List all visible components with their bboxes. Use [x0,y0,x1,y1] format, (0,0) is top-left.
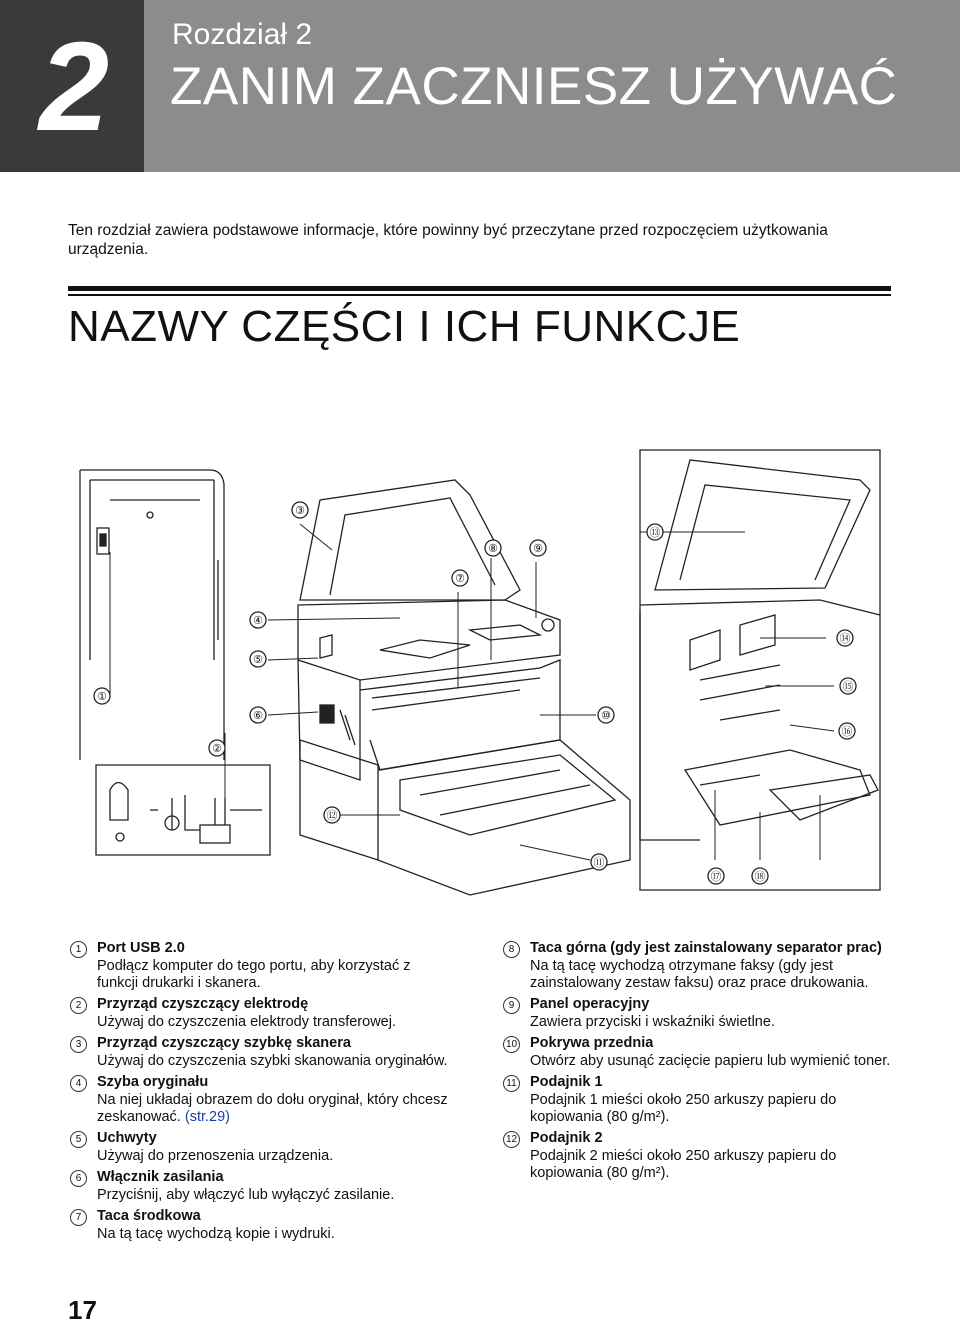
callout-10 [598,707,614,723]
svg-text:⑮: ⑮ [842,681,854,693]
svg-text:⑤: ⑤ [253,654,263,666]
list-item: 1 Port USB 2.0 Podłącz komputer do tego portu, aby korzystać z funkcji drukarki i skanera. [70,940,450,992]
list-item: 8 Taca górna (gdy jest zainstalowany separator prac) Na tą tacę wychodzą otrzymane faksy (gdy jest zainstalowany zestaw faksu) oraz prace drukowania. [503,940,898,992]
section-rule-thick [68,286,891,291]
callout-4 [250,612,266,628]
svg-text:⑪: ⑪ [593,857,605,869]
svg-text:⑰: ⑰ [710,871,722,883]
chapter-title: ZANIM ZACZNIESZ UŻYWAĆ [170,57,898,116]
callout-1 [94,688,110,704]
list-item: 3 Przyrząd czyszczący szybkę skanera Używaj do czyszczenia szybki skanowania oryginałów. [70,1035,450,1070]
list-item: 7 Taca środkowa Na tą tacę wychodzą kopie i wydruki. [70,1208,450,1243]
svg-text:④: ④ [253,615,263,627]
callout-5 [250,651,266,667]
list-item: 2 Przyrząd czyszczący elektrodę Używaj do czyszczenia elektrody transferowej. [70,996,450,1031]
inset-cleaner [96,765,270,855]
list-item: 5 Uchwyty Używaj do przenoszenia urządzenia. [70,1130,450,1165]
parts-list-left [70,940,450,1247]
list-item: 9 Panel operacyjny Zawiera przyciski i wskaźniki świetlne. [503,996,898,1031]
section-rule-thin [68,294,891,296]
chapter-number: 2 [38,15,106,157]
page-reference-link[interactable]: (str.29) [184,1109,230,1125]
callout-8 [485,540,501,556]
machine-main [295,480,630,900]
svg-text:⑨: ⑨ [533,543,543,555]
callout-16 [839,723,855,739]
callout-15 [840,678,856,694]
list-item: 10 Pokrywa przednia Otwórz aby usunąć zacięcie papieru lub wymienić toner. [503,1035,898,1070]
callout-18 [752,868,768,884]
page-number: 17 [68,1295,97,1325]
callout-14 [837,630,853,646]
svg-text:⑯: ⑯ [841,726,853,738]
callout-12 [324,807,340,823]
callout-9 [530,540,546,556]
intro-text: Ten rozdział zawiera podstawowe informacje, które powinny być przeczytane przed rozpoczęciem użytkowania urządzenia. [68,222,828,258]
svg-text:⑭: ⑭ [839,633,851,645]
inset-back-panel [80,470,224,760]
svg-text:①: ① [97,691,107,703]
svg-text:③: ③ [295,505,305,517]
callout-17 [708,868,724,884]
callout-3 [292,502,308,518]
section-title: NAZWY CZĘŚCI I ICH FUNKCJE [68,302,741,351]
list-item: 12 Podajnik 2 Podajnik 2 mieści około 250 arkuszy papieru do kopiowania (80 g/m²). [503,1130,898,1182]
parts-diagram [0,440,960,900]
parts-list-right [503,940,898,1186]
callout-2 [209,740,225,756]
svg-text:⑦: ⑦ [455,573,465,585]
list-item: 4 Szyba oryginału Na niej układaj obrazem do dołu oryginał, który chcesz zeskanować. (str.29) [70,1074,450,1126]
svg-text:⑩: ⑩ [601,710,611,722]
chapter-label: Rozdział 2 [172,18,313,51]
callout-6 [250,707,266,723]
svg-text:⑧: ⑧ [488,543,498,555]
callout-7 [452,570,468,586]
list-item: 6 Włącznik zasilania Przyciśnij, aby włączyć lub wyłączyć zasilanie. [70,1169,450,1204]
svg-text:②: ② [212,743,222,755]
callouts [94,502,856,884]
callout-13 [647,524,663,540]
svg-text:⑥: ⑥ [253,710,263,722]
svg-text:⑱: ⑱ [754,871,766,883]
list-item: 11 Podajnik 1 Podajnik 1 mieści około 250 arkuszy papieru do kopiowania (80 g/m²). [503,1074,898,1126]
callout-11 [591,854,607,870]
svg-text:⑫: ⑫ [326,810,338,822]
svg-text:⑬: ⑬ [649,527,661,539]
